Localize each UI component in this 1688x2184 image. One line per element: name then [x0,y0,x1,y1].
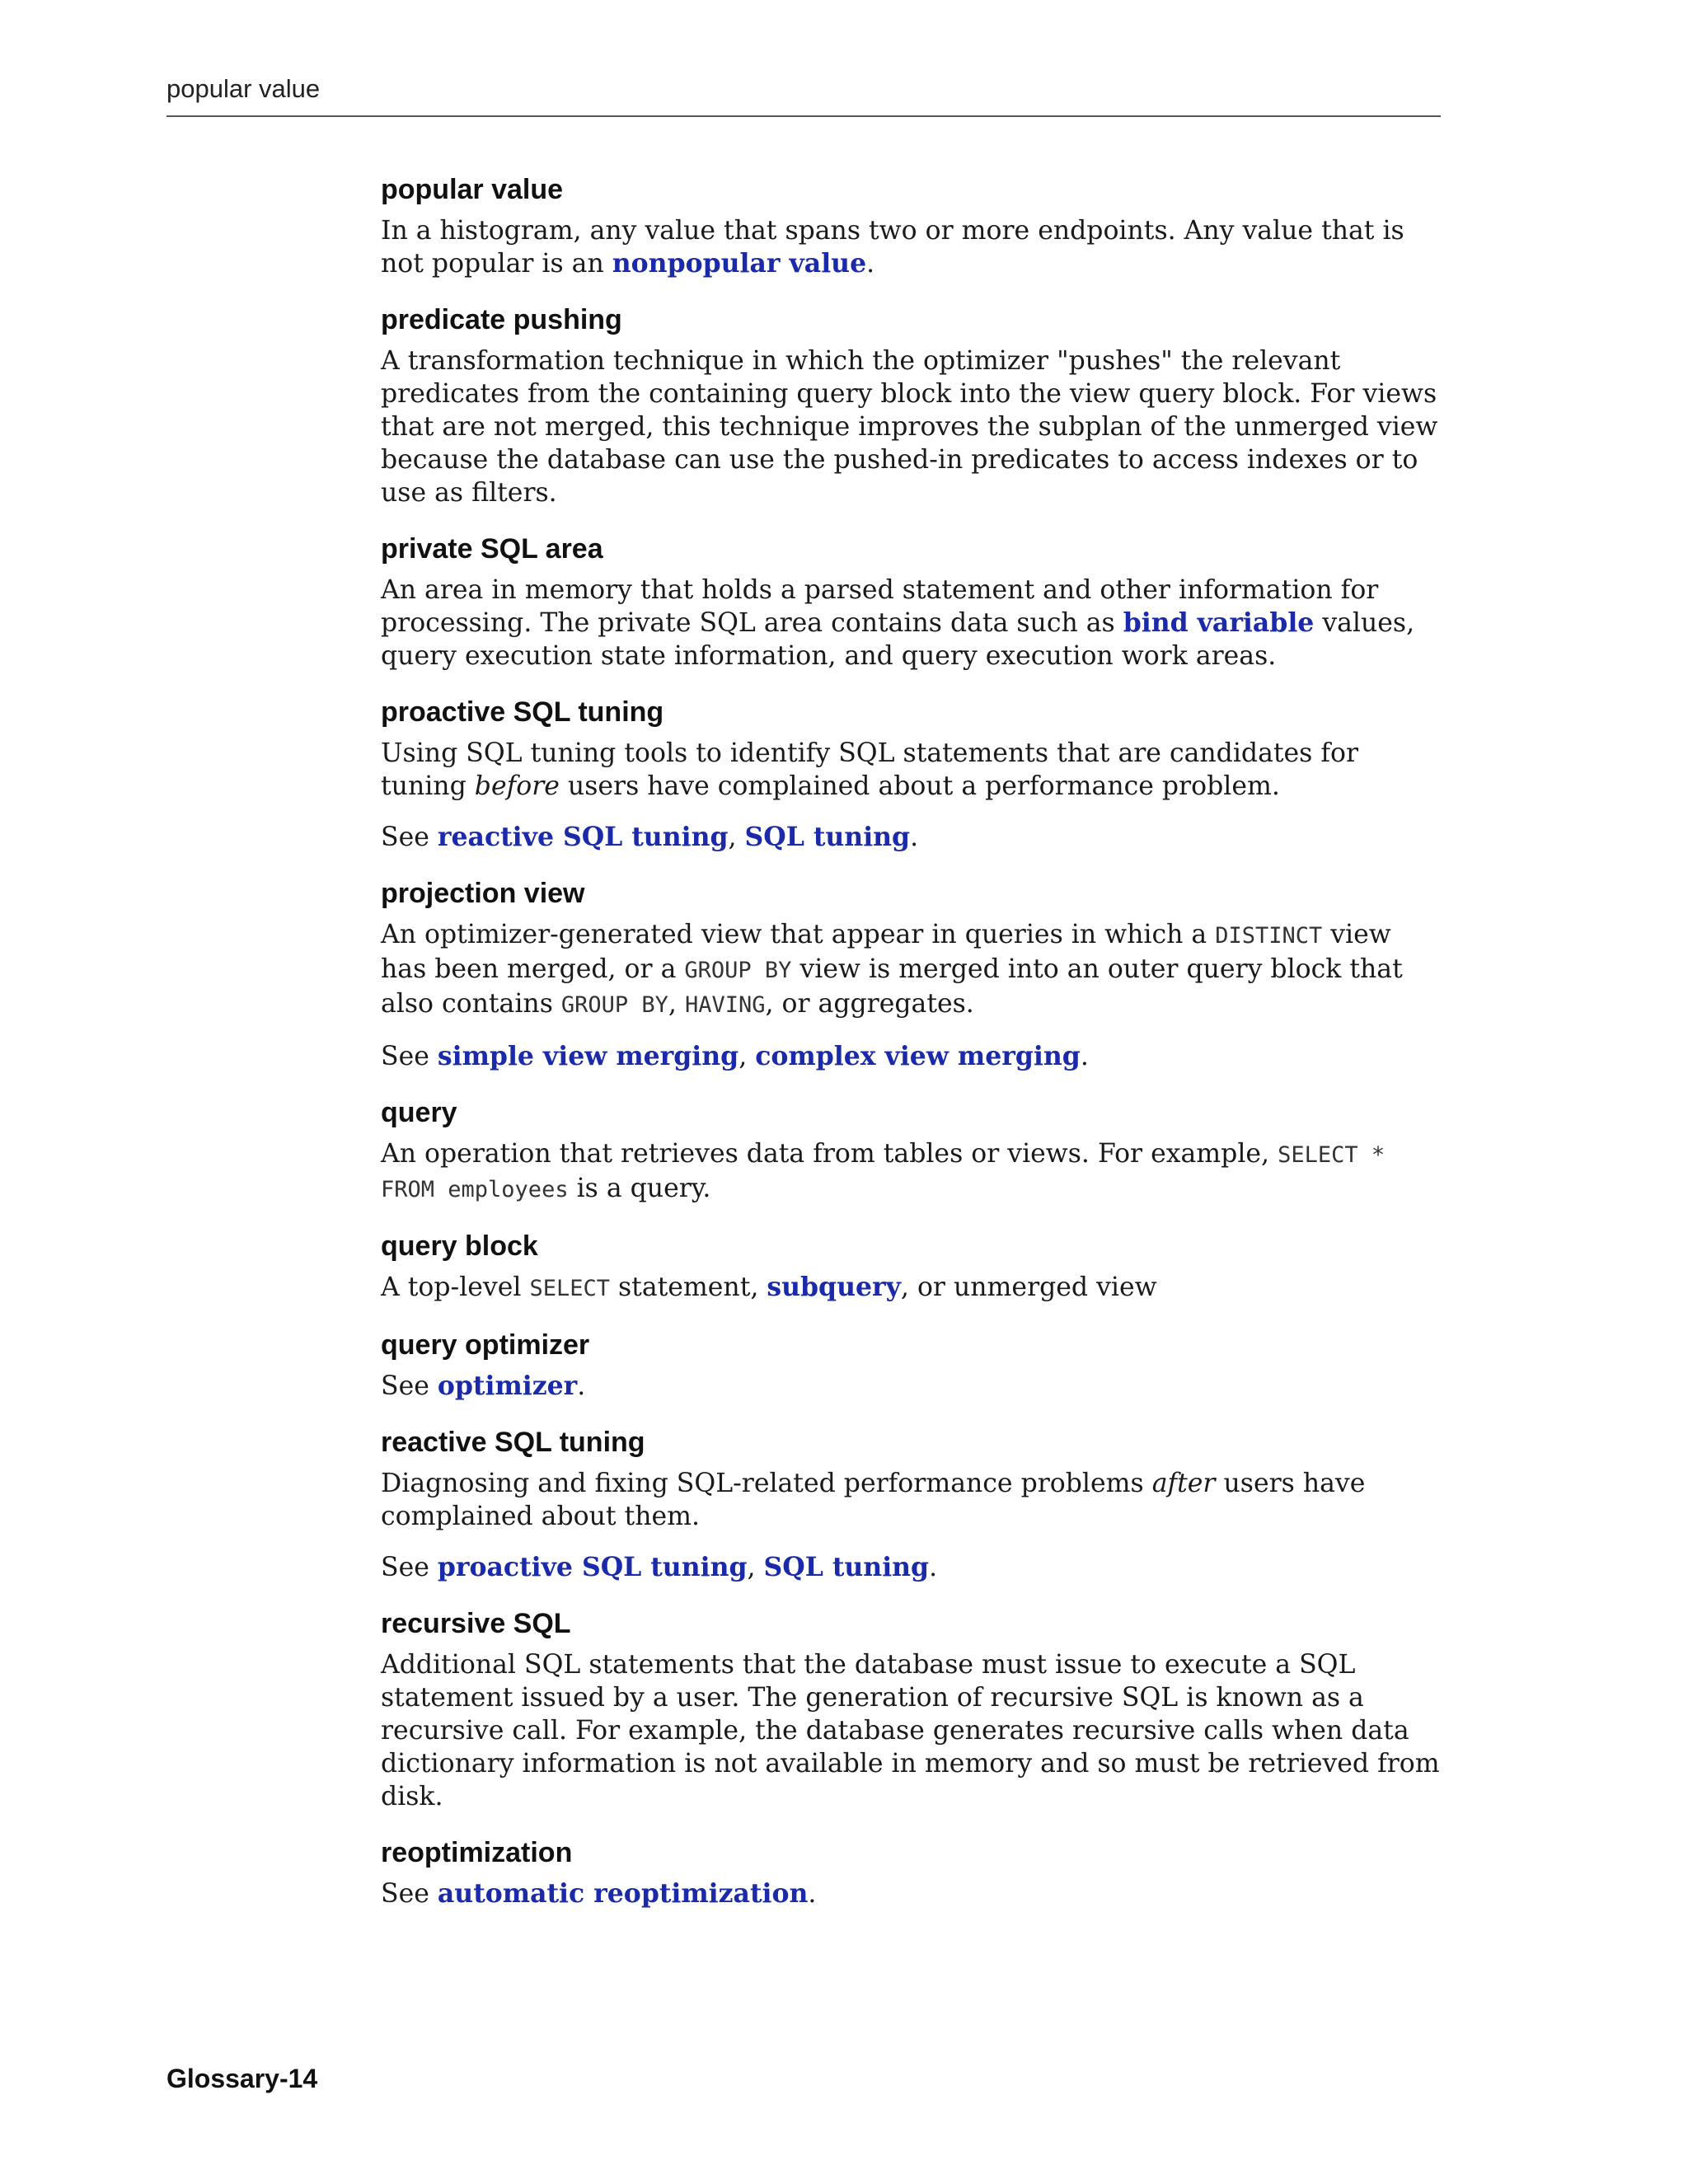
definition-text: statement, [609,1272,767,1302]
emphasis-before: before [474,771,560,801]
term-popular-value: popular value [381,174,564,205]
code-group-by: GROUP BY [560,992,668,1018]
see-separator: , [747,1553,764,1582]
running-header: popular value [166,74,321,103]
definition-predicate-pushing: A transformation technique in which the optimizer "pushes" the relevant predicates from the containing query block into the view query block. For views that are not merged, this technique improves the subplan of the unmerged view because the database can use the pushed-in predicates to access indexes or to use as filters. [381,346,1438,508]
see-prefix: See [381,823,438,852]
definition-private-sql-area [381,574,1444,673]
definition-proactive-sql-tuning [381,737,1444,803]
term-recursive-sql: recursive SQL [381,1608,571,1639]
see-end: . [929,1553,938,1582]
link-subquery[interactable]: subquery [767,1272,901,1302]
term-reoptimization: reoptimization [381,1837,573,1868]
definition-projection-view [381,918,1444,1022]
see-prefix: See [381,1042,438,1071]
glossary-content [381,171,1444,1932]
see-end: . [808,1879,817,1909]
link-reactive-sql-tuning[interactable]: reactive SQL tuning [437,822,729,852]
definition-text: , or aggregates. [765,989,974,1019]
link-sql-tuning[interactable]: SQL tuning [763,1552,930,1582]
definition-popular-value [381,214,1444,280]
definition-text: An optimizer-generated view that appear in queries in which a [381,920,1216,949]
see-prefix: See [381,1553,438,1582]
link-simple-view-merging[interactable]: simple view merging [437,1041,739,1071]
code-group-by: GROUP BY [684,958,792,983]
see-also-reoptimization [381,1877,1444,1910]
definition-recursive-sql: Additional SQL statements that the database must issue to execute a SQL statement issued by a user. The generation of recursive SQL is known as a recursive call. For example, the database generates recursive calls when data dictionary information is not available in memory and so must be retrieved from disk. [381,1650,1440,1811]
definition-reactive-sql-tuning [381,1467,1444,1533]
definition-text: An area in memory that holds a parsed statement and other information for processing. The private SQL area contains data such as [381,575,1379,638]
term-query-block: query block [381,1230,538,1262]
definition-text: values, query execution state information, and query execution work areas. [381,608,1415,671]
page-number: Glossary-14 [166,2064,318,2093]
definition-text: In a histogram, any value that spans two or more endpoints. Any value that is not popular is an [381,216,1404,279]
link-proactive-sql-tuning[interactable]: proactive SQL tuning [437,1552,748,1582]
definition-text: view has been merged, or a [381,920,1391,984]
link-sql-tuning[interactable]: SQL tuning [744,822,911,852]
see-end: . [577,1371,586,1401]
see-also-reactive-sql-tuning [381,1551,1444,1584]
definition-text: view is merged into an outer query block that also contains [381,954,1403,1019]
see-end: . [1080,1042,1089,1071]
definition-text: , [668,989,685,1019]
term-query-optimizer: query optimizer [381,1329,590,1361]
definition-text: users have complained about a performance problem. [559,771,1280,801]
see-prefix: See [381,1371,438,1401]
definition-text: Using SQL tuning tools to identify SQL statements that are candidates for tuning [381,738,1359,801]
code-select-from-employees: SELECT * FROM employees [381,1142,1386,1202]
term-private-sql-area: private SQL area [381,533,603,565]
code-having: HAVING [684,992,766,1018]
link-automatic-reoptimization[interactable]: automatic reoptimization [437,1878,809,1909]
see-prefix: See [381,1879,438,1909]
term-reactive-sql-tuning: reactive SQL tuning [381,1427,645,1458]
header-divider [166,115,1441,117]
definition-text: . [866,249,875,279]
link-optimizer[interactable]: optimizer [437,1371,578,1401]
emphasis-after: after [1151,1469,1216,1498]
definition-text: An operation that retrieves data from tables or views. For example, [381,1139,1278,1169]
definition-query-block [381,1271,1444,1305]
link-bind-variable[interactable]: bind variable [1123,607,1315,638]
link-complex-view-merging[interactable]: complex view merging [755,1041,1081,1071]
definition-text: A top-level [381,1272,530,1302]
term-predicate-pushing: predicate pushing [381,304,622,335]
see-also-query-optimizer [381,1370,1444,1403]
definition-text: , or unmerged view [900,1272,1157,1302]
definition-query [381,1137,1444,1207]
term-projection-view: projection view [381,878,585,909]
code-distinct: DISTINCT [1215,923,1323,949]
see-also-projection-view [381,1040,1444,1073]
see-separator: , [728,823,745,852]
term-query: query [381,1097,457,1128]
term-proactive-sql-tuning: proactive SQL tuning [381,696,664,728]
definition-text: Diagnosing and fixing SQL-related performance problems [381,1469,1152,1498]
see-separator: , [738,1042,756,1071]
link-nonpopular-value[interactable]: nonpopular value [612,248,867,279]
see-end: . [910,823,919,852]
definition-text: users have complained about them. [381,1469,1366,1531]
see-also-proactive-sql-tuning [381,821,1444,854]
definition-text: is a query. [568,1174,711,1203]
code-select: SELECT [529,1276,610,1301]
